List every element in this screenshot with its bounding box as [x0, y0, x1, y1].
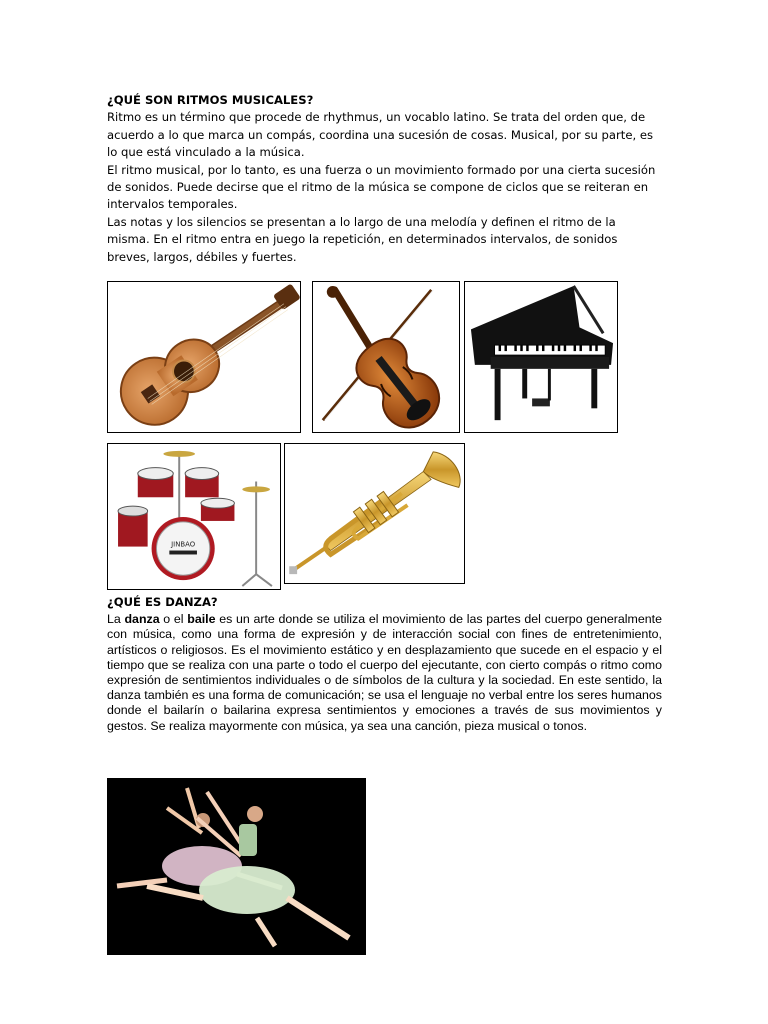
trumpet-icon	[285, 444, 464, 583]
text-segment: es un arte donde se utiliza el movimiento de las partes del cuerpo generalmente con música, como una forma de expresión y de interacción social con fines de entretenimiento, artísticos o religiosos. Es el movimiento estático y en desplazamiento que sucede en el espacio y el tiempo que se realiza con una parte o todo el cuerpo del ejecutante, con cierto compás o ritmo como expresión de sentimientos individuales o de símbolos de la cultura y la sociedad. En este sentido, la danza también es una forma de comunicación; se usa el lenguaje no verbal entre los seres humanos donde el bailarín o bailarina expresa sentimientos y emociones a través de sus movimientos y gestos. Se realiza mayormente con música, ya sea una canción, pieza musical o tonos.	[107, 612, 662, 733]
paragraph-1: Ritmo es un término que procede de rhythmus, un vocablo latino. Se trata del orden que, de acuerdo a lo que marca un compás, coordina una sucesión de cosas. Musical, por su parte, es lo que está vinculado a la música.	[107, 110, 653, 160]
paragraph-2: El ritmo musical, por lo tanto, es una fuerza o un movimiento formado por una cierta sucesión de sonidos. Puede decirse que el ritmo de la música se compone de ciclos que se reiteran en intervalos temporales.	[107, 162, 656, 212]
dance-paragraph	[107, 612, 662, 734]
drum-kit-image	[107, 443, 281, 590]
drums-icon	[108, 444, 280, 589]
violin-image	[312, 281, 460, 433]
drum-brand-logo: JINBAO	[171, 540, 196, 549]
paragraph-3: Las notas y los silencios se presentan a lo largo de una melodía y definen el ritmo de la misma. En el ritmo entra en juego la repetición, en determinados intervalos, de sonidos breves, largos, débiles y fuertes.	[107, 214, 618, 264]
guitar-icon	[108, 282, 300, 432]
ballet-dancers-photo	[107, 778, 366, 955]
grand-piano-image	[464, 281, 618, 433]
heading-musical-rhythms: ¿QUÉ SON RITMOS MUSICALES?	[107, 93, 314, 107]
violin-icon	[313, 282, 459, 432]
text-segment: La	[107, 612, 125, 627]
heading-dance: ¿QUÉ ES DANZA?	[107, 595, 218, 609]
ballet-dancers-icon	[107, 778, 366, 955]
guitar-image	[107, 281, 301, 433]
piano-icon	[465, 282, 617, 432]
term-danza: danza	[124, 612, 160, 627]
term-baile: baile	[187, 612, 216, 627]
section-dance	[107, 595, 662, 734]
trumpet-image	[284, 443, 465, 584]
text-segment: o el	[159, 612, 188, 627]
section-musical-rhythms	[107, 92, 659, 266]
